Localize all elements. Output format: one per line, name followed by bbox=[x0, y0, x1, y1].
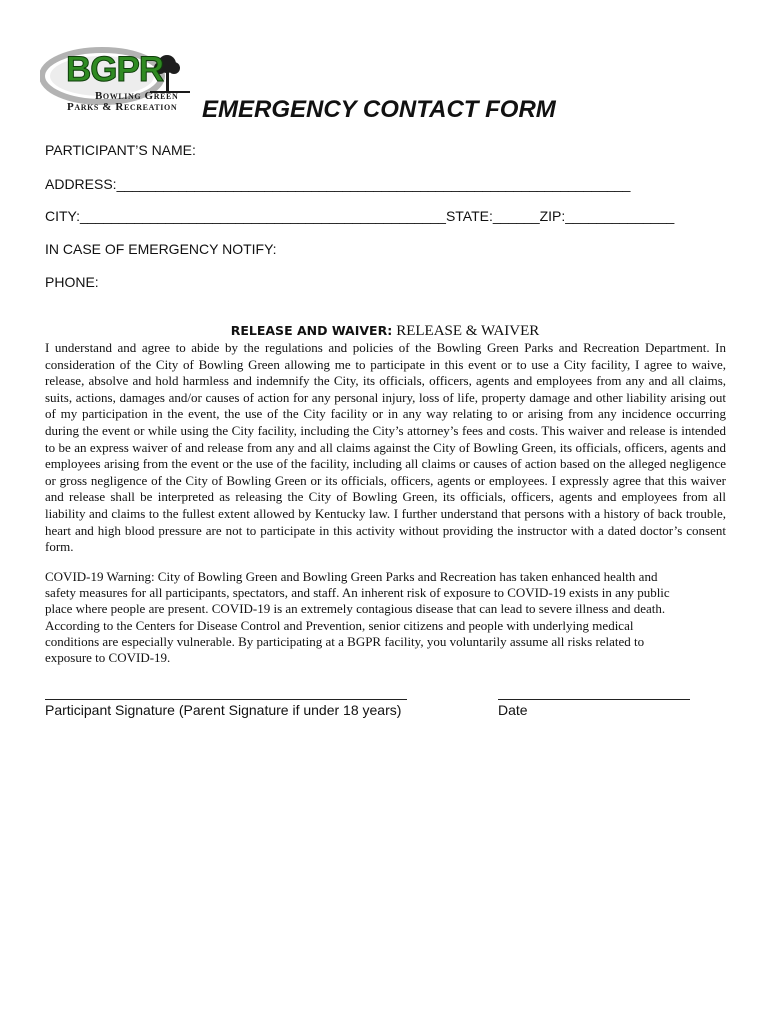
release-waiver-text: I understand and agree to abide by the regulations and policies of the Bowling Green Parks and Recreation Department. In consideration of the City of Bowling Green allowing me to participate in this event or to use a City facility, I agree to waive, release, absolve and hold harmless and indemnify the City, its officials, officers, agents and employees from any and all claims, suits, actions, damages and/or causes of action for any personal injury, loss of life, property damage and other liability arising out of my participation in the event, the use of the City facility or in any way relating to or arising from any incidence occurring during the event or while using the City facility, including the City’s attorney’s fees and costs. This waiver and release is intended to be an express waiver of and release from any and all claims against the City of Bowling Green, its officials, officers, agents and employees arising from the event or the use of the facility, including all claims or causes of action based on the alleged negligence or gross negligence of the City of Bowling Green or its officials, officers, agents or employees. I expressly agree that this waiver and release shall be interpreted as releasing the City of Bowling Green, its officials, officers, agents and employees from all liability and claims to the fullest extent allowed by Kentucky law. I further understand that persons with a history of back trouble, heart and high blood pressure are not to participate in this activity without providing the instructor with a dated doctor’s consent form. bbox=[45, 340, 726, 555]
city-state-zip-field[interactable]: CITY:_______________________________________________STATE:______ZIP:______________ bbox=[45, 208, 675, 224]
covid-line: safety measures for all participants, spectators, and staff. An inherent risk of exposure to COVID-19 exists in any public bbox=[45, 585, 670, 601]
release-heading bbox=[0, 322, 770, 340]
logo-text-line2: Parks & Recreation bbox=[67, 101, 178, 113]
phone-field[interactable]: PHONE: bbox=[45, 274, 99, 290]
logo-text-line1: Bowling Green bbox=[95, 90, 179, 102]
covid-line: conditions are especially vulnerable. By participating at a BGPR facility, you voluntarily assume all risks related to bbox=[45, 633, 645, 649]
emergency-contact-field[interactable]: IN CASE OF EMERGENCY NOTIFY: bbox=[45, 241, 277, 257]
address-field[interactable]: ADDRESS:__________________________________________________________________ bbox=[45, 176, 631, 192]
covid-line: COVID-19 Warning: City of Bowling Green and Bowling Green Parks and Recreation has taken enhanced health and bbox=[45, 569, 658, 584]
date-label: Date bbox=[498, 702, 528, 718]
form-title: EMERGENCY CONTACT FORM bbox=[202, 96, 556, 123]
covid-line: exposure to COVID-19. bbox=[45, 650, 171, 666]
participant-name-field[interactable]: PARTICIPANT’S NAME: bbox=[45, 142, 196, 158]
bgpr-logo bbox=[40, 44, 200, 116]
release-heading-bold: RELEASE AND WAIVER: bbox=[230, 323, 393, 338]
covid-line: place where people are present. COVID-19 is an extremely contagious disease that can lead to severe illness and death. bbox=[45, 601, 666, 617]
participant-signature-line[interactable] bbox=[45, 699, 407, 700]
logo-mark: BGPR bbox=[66, 50, 164, 89]
covid-line: According to the Centers for Disease Control and Prevention, senior citizens and people with underlying medical bbox=[45, 617, 634, 633]
date-line[interactable] bbox=[498, 699, 690, 700]
participant-signature-label: Participant Signature (Parent Signature if under 18 years) bbox=[45, 702, 402, 718]
release-heading-plain: RELEASE & WAIVER bbox=[396, 323, 540, 339]
covid-warning bbox=[45, 569, 726, 666]
